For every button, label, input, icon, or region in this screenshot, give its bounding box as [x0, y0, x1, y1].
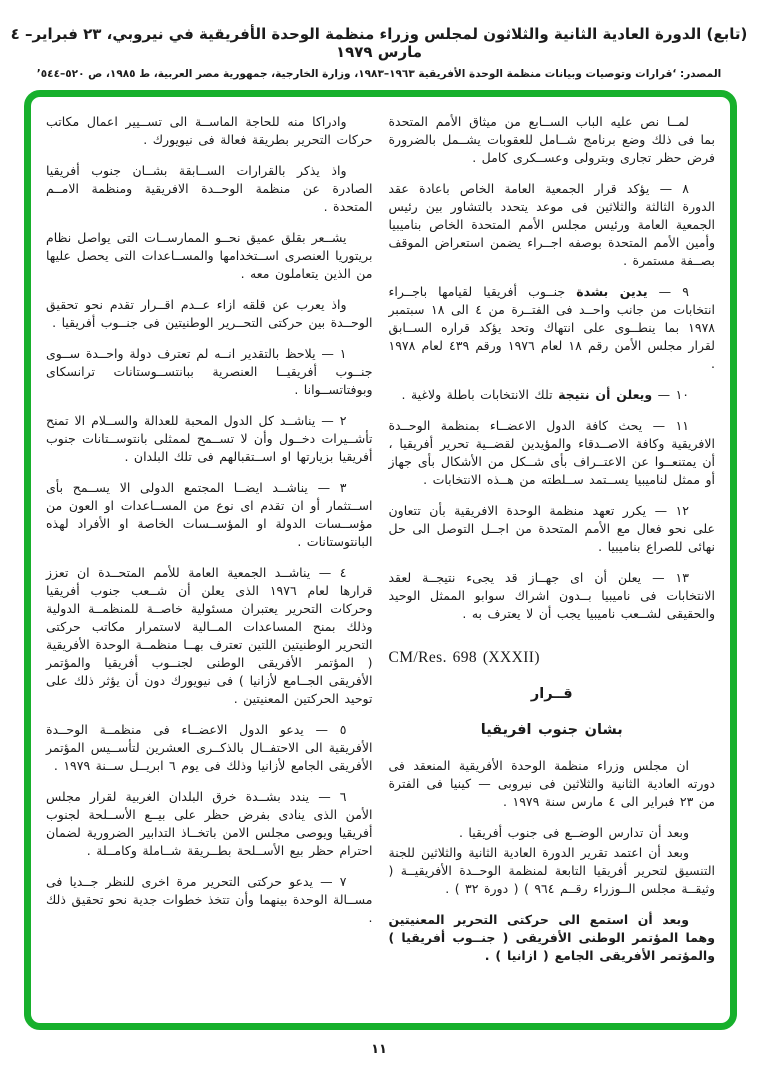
- numbered-clause: [389, 283, 716, 373]
- numbered-clause: [46, 564, 373, 708]
- column-right: [389, 113, 716, 1013]
- numbered-clause: [389, 386, 716, 404]
- resolution-ref: [389, 649, 716, 667]
- section-heading: [389, 721, 716, 739]
- numbered-clause: [389, 569, 716, 623]
- two-column-text: [46, 113, 715, 1013]
- paragraph-text: قــرار: [530, 686, 573, 702]
- numbered-clause: [46, 345, 373, 399]
- section-heading: [389, 685, 716, 703]
- paragraph-text: وادراكا منه للحاجة الماســة الى تســيير اعمال مكاتب حركات التحرير بطريقة فعالة فى نيويورك .: [46, 114, 373, 147]
- clause-number: ٦ —: [318, 789, 347, 804]
- clause-number: ١٠ —: [657, 387, 689, 402]
- paragraph-text: وبعد أن اعتمد تقرير الدورة العادية الثانية والثلاثين للجنة التنسيق لتحرير أفريقيا التابعة لمنظمة الوحــدة الأفريقيــة ( وثيقــة مجلس الــوزراء رقــم ٩٦٤ ) ( دورة ٣٢ ) .: [388, 845, 715, 896]
- numbered-clause: [389, 180, 716, 270]
- paragraph-text: يدعو الدول الاعضــاء فى منظمــة الوحــدة الأفريقية الى الاحتفــال بالذكــرى العشرين لتأســيس المؤتمر الأفريقى الجامع لأزانيا وذلك فى يوم ٦ ابريــل ســنة ١٩٧٩ .: [46, 722, 373, 773]
- numbered-clause: [46, 479, 373, 551]
- paragraph-text: يناشــد كل الدول المحبة للعدالة والســلام الا تمنح تأشــيرات دخــول وأن لا تســمح لممثلى بانتوســتانات جنوب أفريقيا بزيارتها او اســتقبالهم فى تلك البلدان .: [46, 413, 373, 464]
- paragraph-text: تلك الانتخابات باطلة ولاغية .: [401, 387, 553, 402]
- clause-bold-lead: يدين بشدة: [576, 284, 648, 299]
- paragraph-text: لمــا نص عليه الباب الســابع من ميثاق الأمم المتحدة بما فى ذلك وضع برنامج شــامل للعقوبات يشــمل بالضرورة فرض حظر تجارى وبترولى وعســكرى كامل .: [388, 114, 715, 165]
- paragraph: [46, 229, 373, 283]
- numbered-clause: [46, 873, 373, 927]
- page-number: ١١: [371, 1042, 387, 1057]
- paragraph-text: جنــوب أفريقيا لقيامها باجــراء انتخابات من جانب واحــد فى الفتــرة من ٤ الى ١٨ سبتمبر ١٩٧٨ بما ينطــوى على انتهاك وتحد يؤكد قراره الســابق لقرار مجلس الأمن رقم ١٨ لعام ١٩٧٦ ورقم ٤٣٩ لعام ١٩٧٨ .: [388, 284, 715, 371]
- clause-number: ٧ —: [320, 874, 347, 889]
- session-title: (تابع) الدورة العادية الثانية والثلاثون لمجلس وزراء منظمة الوحدة الأفريقية في نيروبي، ٢٣ فبراير– ٤ مارس ١٩٧٩: [10, 25, 748, 61]
- paragraph: [389, 844, 716, 898]
- paragraph-text: يؤكد قرار الجمعية العامة الخاص باعادة عقد الدورة الثالثة والثلاثين فى موعد يتحدد بالتشاور بين رئيس الجمعية العامة ورئيس مجلس الأمم المتحدة الخاص بناميبيا وأمين الأمم المتحدة بوصفه اجــراء يضمن استعراض الموقف بصــفة مستمرة .: [388, 181, 715, 268]
- paragraph-text: بشان جنوب افريقيا: [480, 722, 623, 738]
- paragraph-text: يشــعر بقلق عميق نحــو الممارســات التى يواصل نظام بريتوريا العنصرى اســتخدامها والمســاعدات التى يحصل عليها من الذين يتعاملون معه .: [46, 230, 373, 281]
- paragraph-text: يناشــد ايضــا المجتمع الدولى الا يســمح بأى اســتثمار أو ان تقدم اى نوع من المســاعدات او العون من مؤســسات الدولة او المؤســسات الخاصة او الأفراد لهذه البانتوستانات .: [46, 480, 373, 549]
- paragraph-text: واذ يعرب عن قلقه ازاء عــدم اقــرار تقدم نحو تحقيق الوحــدة بين حركتى التحــرير الوطنيتين فى جنــوب أفريقيا .: [46, 297, 373, 330]
- paragraph: [46, 113, 373, 149]
- paragraph: [46, 162, 373, 216]
- numbered-clause: [46, 412, 373, 466]
- paragraph-text: يحث كافة الدول الاعضــاء بمنظمة الوحــدة الافريقية وكافة الاصــدقاء والمؤيدين لقضــية تحرير أفريقيا ، أن يمتنعــوا عن الاعتــراف بأى شــكل من الأشكال بأى جهاز أو ممثل لناميبيا يســتمد ســلطته من هــذه الانتخابات .: [388, 418, 715, 487]
- paragraph-text: يدعو حركتى التحرير مرة اخرى للنظر جــديا فى مســالة الوحدة بينهما وأن تتخذ خطوات جدية نحو تحقيق ذلك .: [46, 874, 373, 925]
- green-border-frame: [24, 90, 737, 1030]
- clause-number: ١ —: [321, 346, 347, 361]
- clause-bold-lead: ويعلن أن نتيجة: [558, 387, 653, 402]
- paragraph-text: ان مجلس وزراء منظمة الوحدة الأفريقية المنعقد فى دورته العادية الثانية والثلاثين فى نيروبى — كينيا فى الفترة من ٢٣ فبراير الى ٤ مارس سنة ١٩٧٩ .: [388, 758, 715, 809]
- clause-number: ١١ —: [652, 418, 690, 433]
- paragraph-text: واذ يذكر بالقرارات الســابقة بشــان جنوب أفريقيا الصادرة عن منظمة الوحــدة الافريقية ومنظمة الامــم المتحدة .: [46, 163, 373, 214]
- paragraph: [46, 296, 373, 332]
- paragraph-text: يناشــد الجمعية العامة للأمم المتحــدة ان تعزز قرارها لعام ١٩٧٦ الذى يعلن أن شــعب جنوب أفريقيا وحركات التحرير يعتبران مسئولية خاصــة للمنظمــة الدولية وذلك بمنح المساعدات المــالية لاستمرار مكاتب حركتى التحرير الوطنيتين اللتين تعترف بهــا منظمــة الوحدة الأفريقية ( المؤتمر الأفريقى الوطنى لجنــوب أفريقيا والمؤتمر الأفريقى الجــامع لأزانيا ) فى نيويورك دون أن يؤثر ذلك على توحيد الحركتين المعنيتين .: [46, 565, 373, 706]
- page-header: [0, 0, 758, 80]
- paragraph-text: وبعد أن تدارس الوضــع فى جنوب أفريقيا .: [458, 825, 689, 840]
- paragraph-text: CM/Res. 698 (XXXII): [388, 649, 540, 666]
- paragraph: [389, 911, 716, 965]
- source-line: المصدر: ‘قرارات وتوصيات وبيانات منظمة الوحدة الأفريقية ١٩٦٣–١٩٨٣، وزارة الخارجية، جمهورية مصر العربية، ط ١٩٨٥، ص ٥٢٠–٥٤٤’: [36, 68, 722, 80]
- clause-number: ١٣ —: [652, 570, 689, 585]
- paragraph: [389, 113, 716, 167]
- clause-number: ٩ —: [658, 284, 689, 299]
- clause-number: ١٢ —: [654, 503, 689, 518]
- clause-number: ٥ —: [315, 722, 347, 737]
- numbered-clause: [389, 417, 716, 489]
- paragraph-text: وبعد أن استمع الى حركتى التحرير المعنيتين وهما المؤتمر الوطنى الأفريقى ( جنــوب أفريقيا ) والمؤتمر الأفريقى الجامع ( ازانيا ) .: [388, 912, 715, 963]
- clause-number: ٤ —: [318, 565, 347, 580]
- paragraph: [389, 757, 716, 811]
- paragraph-text: يكرر تعهد منظمة الوحدة الافريقية بأن تتعاون على نحو فعال مع الأمم المتحدة من اجــل التوصل الى حل نهائى للصراع بناميبيا .: [388, 503, 715, 554]
- column-left: [46, 113, 373, 1013]
- paragraph-text: يلاحظ بالتقدير انــه لم تعترف دولة واحــدة ســوى جنــوب أفريقيــا العنصرية ببانتســوستانات ترانسكاى وبوفتاتســوانا .: [46, 346, 373, 397]
- clause-number: ٢ —: [321, 413, 347, 428]
- numbered-clause: [46, 788, 373, 860]
- clause-number: ٣ —: [317, 480, 347, 495]
- numbered-clause: [389, 502, 716, 556]
- paragraph: [389, 824, 716, 842]
- paragraph-text: يندد بشــدة خرق البلدان الغربية لقرار مجلس الأمن الذى ينادى بفرض حظر على بيــع الأســلحة لجنوب أفريقيا ويوصى مجلس الامن باتخــاذ التدابير الضرورية لضمان احترام حظر بيع الأســلحة بطــريقة شــاملة وكامــلة .: [46, 789, 373, 858]
- paragraph-text: يعلن أن اى جهــاز قد يجىء نتيجــة لعقد الانتخابات فى ناميبيا بــدون اشراك سوابو الممثل الوحيد والحقيقى لشــعب ناميبيا يجب أن لا يعترف به .: [388, 570, 715, 621]
- clause-number: ٨ —: [659, 181, 689, 196]
- numbered-clause: [46, 721, 373, 775]
